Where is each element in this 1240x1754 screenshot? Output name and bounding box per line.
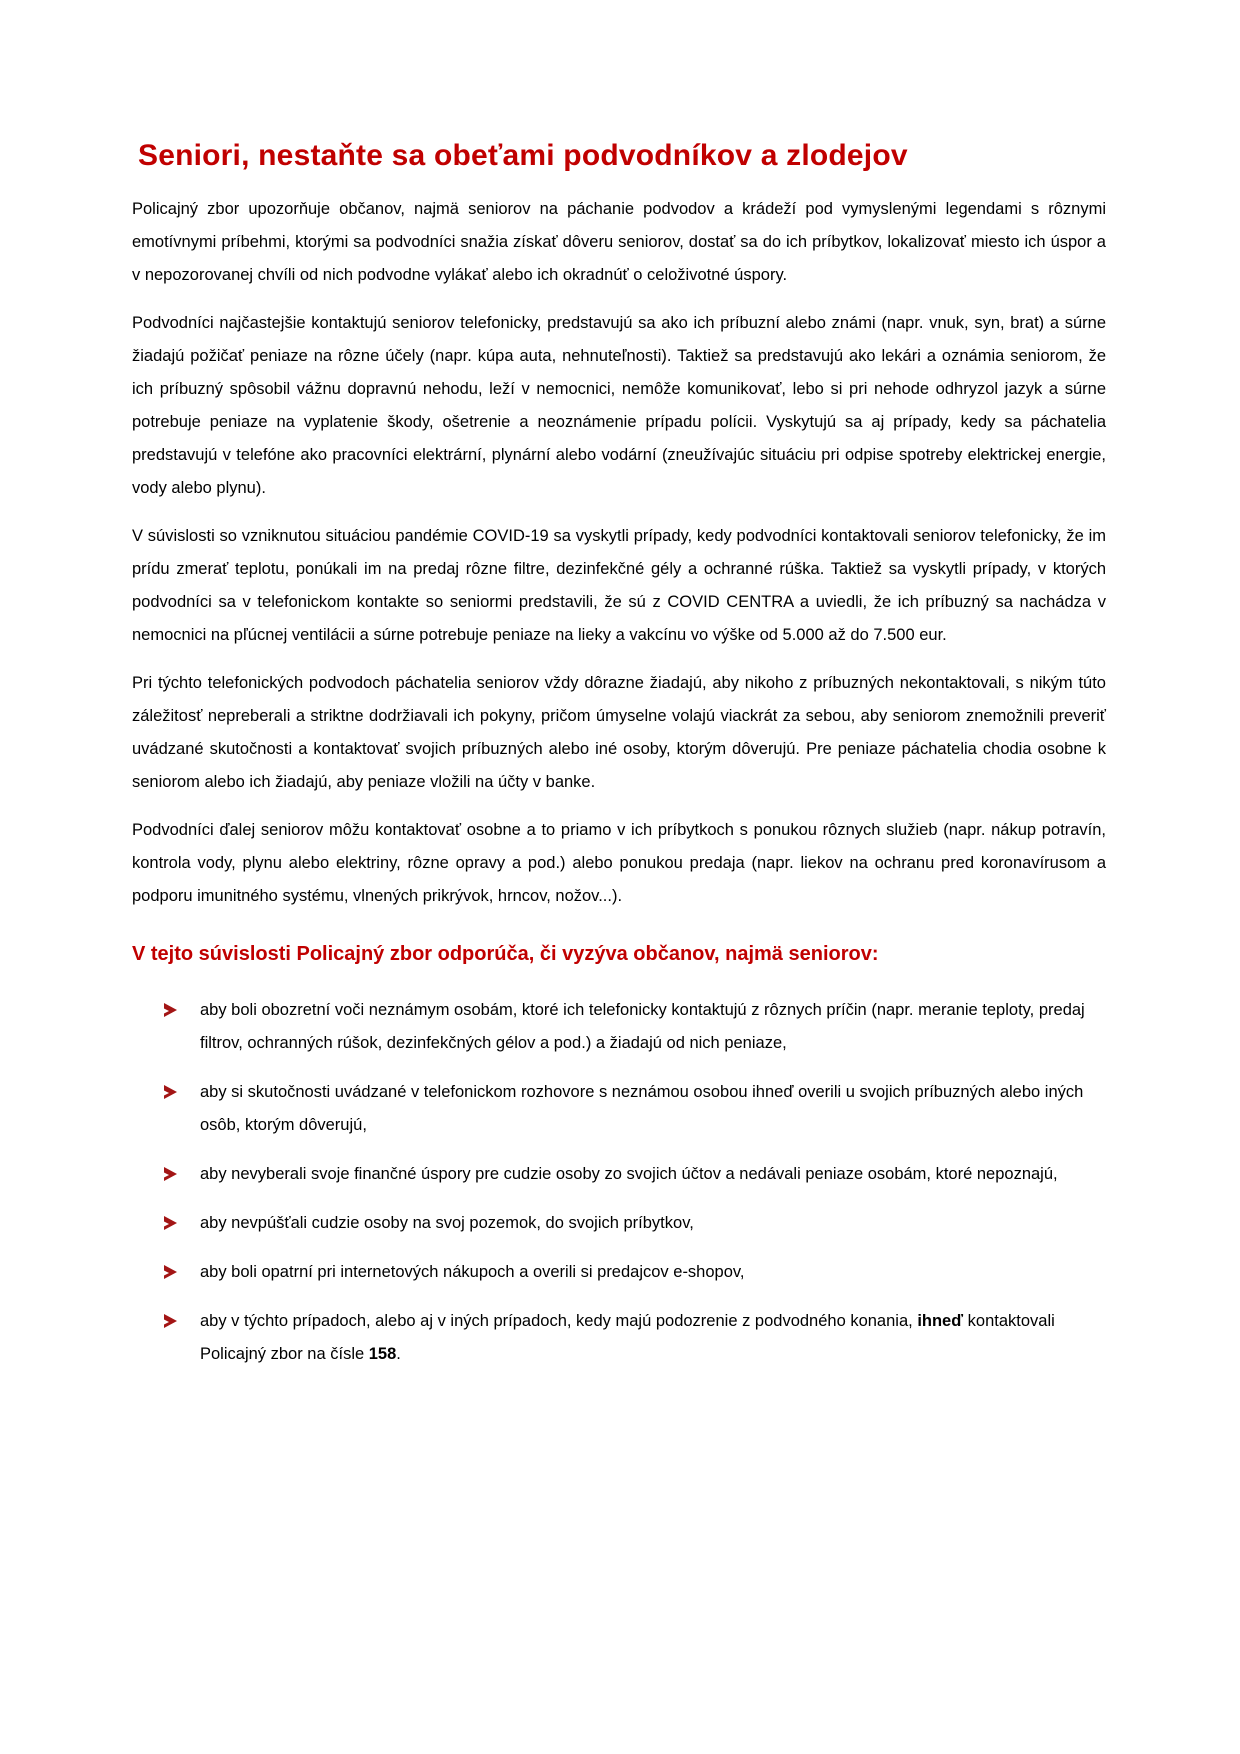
last-item-bold-number: 158 bbox=[368, 1345, 397, 1363]
phone-scams-paragraph: Podvodníci najčastejšie kontaktujú seniorov telefonicky, predstavujú sa ako ich príbuzní alebo známi (napr. vnuk, syn, brat) a súrne žiadajú požičať peniaze na rôzne účely (napr. kúpa auta, nehnuteľnosti). Taktiež sa predstavujú ako lekári a oznámia seniorom, že ich príbuzný spôsobil vážnu dopravnú nehodu, leží v nemocnici, nemôže komunikovať, lebo si pri nehode odhryzol jazyk a súrne potrebuje peniaze na vyplatenie škody, ošetrenie a neoznámenie prípadu polícii. Vyskytujú sa aj prípady, kedy sa páchatelia predstavujú v telefóne ako pracovníci elektrární, plynární alebo vodární (zneužívajúc situáciu pri odpise spotreby elektrickej energie, vody alebo plynu). bbox=[132, 314, 1106, 497]
list-item-text: aby nevpúšťali cudzie osoby na svoj pozemok, do svojich príbytkov, bbox=[200, 1214, 694, 1232]
arrow-bullet-icon bbox=[164, 1265, 178, 1280]
list-item-text: aby si skutočnosti uvádzané v telefonickom rozhovore s neznámou osobou ihneď overili u svojich príbuzných alebo iných osôb, ktorým dôverujú, bbox=[200, 1083, 1084, 1134]
page-title: Seniori, nestaňte sa obeťami podvodníkov a zlodejov bbox=[138, 139, 908, 172]
scammer-tactics-paragraph: Pri týchto telefonických podvodoch páchatelia seniorov vždy dôrazne žiadajú, aby nikoho z príbuzných nekontaktovali, s nikým túto záležitosť nepreberali a striktne dodržiavali ich pokyny, pričom úmyselne volajú viackrát za sebou, aby seniorom znemožnili preveriť uvádzané skutočnosti a kontaktovať svojich príbuzných alebo iné osoby, ktorým dôverujú. Pre peniaze páchatelia chodia osobne k seniorom alebo ich žiadajú, aby peniaze vložili na účty v banke. bbox=[132, 674, 1106, 791]
arrow-bullet-icon bbox=[164, 1085, 178, 1100]
list-item bbox=[200, 1305, 1096, 1371]
intro-paragraph: Policajný zbor upozorňuje občanov, najmä seniorov na páchanie podvodov a krádeží pod vymyslenými legendami s rôznymi emotívnymi príbehmi, ktorými sa podvodníci snažia získať dôveru seniorov, dostať sa do ich príbytkov, lokalizovať miesto ich úspor a v nepozorovanej chvíli od nich podvodne vylákať alebo ich okradnúť o celoživotné úspory. bbox=[132, 200, 1106, 284]
last-item-text-before: aby v týchto prípadoch, alebo aj v iných prípadoch, kedy majú podozrenie z podvodného konania, bbox=[200, 1312, 918, 1330]
covid-scams-paragraph: V súvislosti so vzniknutou situáciou pandémie COVID-19 sa vyskytli prípady, kedy podvodníci kontaktovali seniorov telefonicky, že im prídu zmerať teplotu, ponúkali im na predaj rôzne filtre, dezinfekčné gély a ochranné rúška. Taktiež sa vyskytli prípady, v ktorých podvodníci sa v telefonickom kontakte so seniormi predstavili, že sú z COVID CENTRA a uviedli, že ich príbuzný sa nachádza v nemocnici na pľúcnej ventilácii a súrne potrebuje peniaze na lieky a vakcínu vo výške od 5.000 až do 7.500 eur. bbox=[132, 527, 1106, 644]
door-to-door-paragraph: Podvodníci ďalej seniorov môžu kontaktovať osobne a to priamo v ich príbytkoch s ponukou rôznych služieb (napr. nákup potravín, kontrola vody, plynu alebo elektriny, rôzne opravy a pod.) alebo ponukou predaja (napr. liekov na ochranu pred koronavírusom a podporu imunitného systému, vlnených prikrývok, hrncov, nožov...). bbox=[132, 821, 1106, 905]
list-item-text bbox=[200, 1312, 1055, 1363]
list-item bbox=[200, 1076, 1096, 1142]
list-item bbox=[200, 1158, 1096, 1191]
list-item-text: aby boli opatrní pri internetových nákupoch a overili si predajcov e-shopov, bbox=[200, 1263, 745, 1281]
list-item-text: aby boli obozretní voči neznámym osobám, ktoré ich telefonicky kontaktujú z rôznych príčin (napr. meranie teploty, predaj filtrov, ochranných rúšok, dezinfekčných gélov a pod.) a žiadajú od nich peniaze, bbox=[200, 1001, 1085, 1052]
arrow-bullet-icon bbox=[164, 1314, 178, 1329]
last-item-bold-word: ihneď bbox=[917, 1312, 964, 1330]
list-item bbox=[200, 1207, 1096, 1240]
recommendations-list bbox=[132, 994, 1106, 1371]
list-item-text: aby nevyberali svoje finančné úspory pre cudzie osoby zo svojich účtov a nedávali peniaze osobám, ktoré nepoznajú, bbox=[200, 1165, 1058, 1183]
arrow-bullet-icon bbox=[164, 1216, 178, 1231]
list-item bbox=[200, 1256, 1096, 1289]
list-item bbox=[200, 994, 1096, 1060]
last-item-text-middle: kontaktovali Policajný zbor na čísle bbox=[200, 1312, 1055, 1363]
arrow-bullet-icon bbox=[164, 1167, 178, 1182]
last-item-text-after: . bbox=[396, 1345, 401, 1363]
arrow-bullet-icon bbox=[164, 1003, 178, 1018]
recommendations-heading: V tejto súvislosti Policajný zbor odporúča, či vyzýva občanov, najmä seniorov: bbox=[132, 943, 879, 965]
